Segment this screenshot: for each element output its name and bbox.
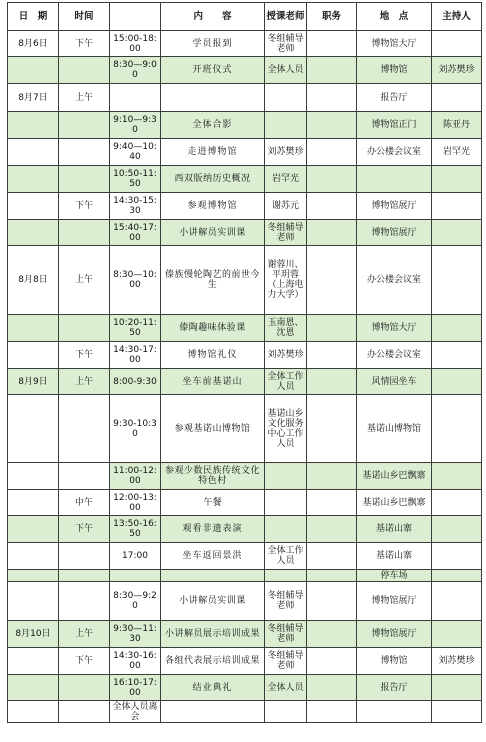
time-slot-cell: 8:30—9:20 — [110, 582, 161, 621]
period-cell: 下午 — [59, 193, 110, 220]
location-cell: 博物馆展厅 — [357, 220, 432, 246]
content-cell: 博物馆礼仪 — [161, 342, 265, 369]
location-cell — [357, 701, 432, 723]
date-cell: 8月7日 — [8, 84, 59, 112]
table-row — [8, 395, 482, 463]
content-cell: 小讲解员实训课 — [161, 582, 265, 621]
period-cell: 上午 — [59, 246, 110, 315]
content-cell: 坐车前基诺山 — [161, 369, 265, 395]
host-cell: 陈亚丹 — [432, 112, 482, 139]
date-cell — [8, 395, 59, 463]
content-cell: 学员报到 — [161, 31, 265, 57]
content-cell: 小讲解员展示培训成果 — [161, 621, 265, 648]
teacher-cell: 刘苏樊珍 — [265, 139, 307, 166]
content-cell — [161, 570, 265, 582]
time-slot-cell: 10:50-11:50 — [110, 166, 161, 193]
host-cell: 岩罕光 — [432, 139, 482, 166]
location-cell: 博物馆展厅 — [357, 582, 432, 621]
period-cell — [59, 139, 110, 166]
location-cell: 基诺山寨 — [357, 543, 432, 570]
host-cell — [432, 701, 482, 723]
table-row — [8, 675, 482, 701]
teacher-cell: 冬组辅导老师 — [265, 621, 307, 648]
location-cell: 办公楼会议室 — [357, 139, 432, 166]
content-cell: 参观博物馆 — [161, 193, 265, 220]
table-row — [8, 516, 482, 543]
table-row — [8, 246, 482, 315]
period-cell — [59, 57, 110, 84]
period-cell: 下午 — [59, 31, 110, 57]
table-row — [8, 84, 482, 112]
time-slot-cell: 16:10-17:00 — [110, 675, 161, 701]
date-cell — [8, 193, 59, 220]
header-content: 内 容 — [161, 3, 265, 31]
table-row — [8, 570, 482, 582]
host-cell — [432, 675, 482, 701]
host-cell — [432, 315, 482, 342]
host-cell — [432, 342, 482, 369]
content-cell: 全体合影 — [161, 112, 265, 139]
date-cell — [8, 648, 59, 675]
role-cell — [307, 342, 357, 369]
table-row — [8, 463, 482, 490]
location-cell: 博物馆大厅 — [357, 315, 432, 342]
time-slot-cell: 14:30-17:00 — [110, 342, 161, 369]
table-row — [8, 315, 482, 342]
role-cell — [307, 582, 357, 621]
header-row — [8, 3, 482, 31]
time-slot-cell — [110, 84, 161, 112]
header-host: 主持人 — [432, 3, 482, 31]
content-cell: 坐车返回景洪 — [161, 543, 265, 570]
host-cell — [432, 490, 482, 516]
host-cell — [432, 220, 482, 246]
teacher-cell: 基诺山乡文化服务中心工作人员 — [265, 395, 307, 463]
teacher-cell: 全体工作人员 — [265, 369, 307, 395]
role-cell — [307, 516, 357, 543]
time-slot-cell: 17:00 — [110, 543, 161, 570]
role-cell — [307, 675, 357, 701]
teacher-cell: 冬组辅导老师 — [265, 582, 307, 621]
date-cell — [8, 570, 59, 582]
content-cell: 开班仪式 — [161, 57, 265, 84]
host-cell — [432, 463, 482, 490]
date-cell — [8, 139, 59, 166]
teacher-cell: 全体人员 — [265, 675, 307, 701]
role-cell — [307, 112, 357, 139]
host-cell — [432, 369, 482, 395]
location-cell: 办公楼会议室 — [357, 342, 432, 369]
table-row — [8, 139, 482, 166]
header-location: 地 点 — [357, 3, 432, 31]
content-cell — [161, 701, 265, 723]
teacher-cell: 冬组辅导老师 — [265, 31, 307, 57]
table-row — [8, 543, 482, 570]
content-cell: 走进博物馆 — [161, 139, 265, 166]
date-cell — [8, 112, 59, 139]
role-cell — [307, 621, 357, 648]
host-cell — [432, 582, 482, 621]
teacher-cell: 玉南恩、沈恩 — [265, 315, 307, 342]
table-row — [8, 701, 482, 723]
time-slot-cell: 8:30—10:00 — [110, 246, 161, 315]
location-cell: 报告厅 — [357, 84, 432, 112]
date-cell — [8, 463, 59, 490]
role-cell — [307, 220, 357, 246]
date-cell — [8, 342, 59, 369]
content-cell — [161, 84, 265, 112]
location-cell: 停车场 — [357, 570, 432, 582]
teacher-cell: 全体工作人员 — [265, 543, 307, 570]
date-cell: 8月8日 — [8, 246, 59, 315]
time-slot-cell: 9:40—10:40 — [110, 139, 161, 166]
time-slot-cell: 9:30-10:30 — [110, 395, 161, 463]
role-cell — [307, 31, 357, 57]
period-cell: 中午 — [59, 490, 110, 516]
role-cell — [307, 395, 357, 463]
period-cell: 下午 — [59, 516, 110, 543]
table-row — [8, 648, 482, 675]
role-cell — [307, 463, 357, 490]
table-row — [8, 220, 482, 246]
time-slot-cell: 10:20-11:50 — [110, 315, 161, 342]
date-cell — [8, 315, 59, 342]
date-cell — [8, 516, 59, 543]
location-cell: 博物馆正门 — [357, 112, 432, 139]
period-cell: 下午 — [59, 342, 110, 369]
date-cell: 8月9日 — [8, 369, 59, 395]
period-cell — [59, 570, 110, 582]
content-cell: 午餐 — [161, 490, 265, 516]
date-cell — [8, 701, 59, 723]
content-cell: 参观基诺山博物馆 — [161, 395, 265, 463]
table-row — [8, 369, 482, 395]
time-slot-cell: 8:30—9:00 — [110, 57, 161, 84]
teacher-cell — [265, 570, 307, 582]
time-slot-cell: 9:30—11:30 — [110, 621, 161, 648]
teacher-cell — [265, 490, 307, 516]
teacher-cell — [265, 463, 307, 490]
date-cell — [8, 166, 59, 193]
host-cell — [432, 621, 482, 648]
period-cell — [59, 675, 110, 701]
role-cell — [307, 490, 357, 516]
time-slot-cell: 11:00-12:00 — [110, 463, 161, 490]
location-cell: 博物馆 — [357, 57, 432, 84]
table-row — [8, 490, 482, 516]
host-cell: 刘苏樊珍 — [432, 57, 482, 84]
period-cell: 下午 — [59, 648, 110, 675]
role-cell — [307, 570, 357, 582]
role-cell — [307, 166, 357, 193]
host-cell — [432, 246, 482, 315]
date-cell: 8月6日 — [8, 31, 59, 57]
role-cell — [307, 84, 357, 112]
date-cell: 8月10日 — [8, 621, 59, 648]
role-cell — [307, 246, 357, 315]
period-cell: 上午 — [59, 369, 110, 395]
location-cell: 报告厅 — [357, 675, 432, 701]
role-cell — [307, 139, 357, 166]
table-row — [8, 166, 482, 193]
header-slot — [110, 3, 161, 31]
content-cell: 结业典礼 — [161, 675, 265, 701]
role-cell — [307, 543, 357, 570]
period-cell — [59, 220, 110, 246]
period-cell — [59, 543, 110, 570]
host-cell — [432, 193, 482, 220]
table-row — [8, 582, 482, 621]
teacher-cell — [265, 516, 307, 543]
location-cell: 基诺山乡巴飘寨 — [357, 463, 432, 490]
date-cell — [8, 220, 59, 246]
table-row — [8, 112, 482, 139]
table-row — [8, 621, 482, 648]
period-cell: 上午 — [59, 84, 110, 112]
period-cell — [59, 112, 110, 139]
host-cell — [432, 543, 482, 570]
role-cell — [307, 193, 357, 220]
teacher-cell — [265, 701, 307, 723]
time-slot-cell: 14:30-15:30 — [110, 193, 161, 220]
time-slot-cell: 12:00-13:00 — [110, 490, 161, 516]
schedule-table — [7, 2, 482, 723]
period-cell — [59, 582, 110, 621]
table-row — [8, 193, 482, 220]
table-row — [8, 31, 482, 57]
table-row — [8, 57, 482, 84]
date-cell — [8, 543, 59, 570]
teacher-cell: 冬组辅导老师 — [265, 220, 307, 246]
table-row — [8, 342, 482, 369]
period-cell: 上午 — [59, 621, 110, 648]
role-cell — [307, 57, 357, 84]
time-slot-cell: 全体人员离会 — [110, 701, 161, 723]
time-slot-cell — [110, 570, 161, 582]
location-cell: 博物馆展厅 — [357, 193, 432, 220]
host-cell — [432, 570, 482, 582]
location-cell: 博物馆展厅 — [357, 621, 432, 648]
time-slot-cell: 15:40-17:00 — [110, 220, 161, 246]
host-cell: 刘苏樊珍 — [432, 648, 482, 675]
teacher-cell: 谢蓉川、平玥蓉（上海电力大学） — [265, 246, 307, 315]
role-cell — [307, 701, 357, 723]
date-cell — [8, 57, 59, 84]
location-cell: 基诺山乡巴飘寨 — [357, 490, 432, 516]
time-slot-cell: 14:30-16:00 — [110, 648, 161, 675]
header-role: 职务 — [307, 3, 357, 31]
host-cell — [432, 166, 482, 193]
host-cell — [432, 31, 482, 57]
teacher-cell: 全体人员 — [265, 57, 307, 84]
content-cell: 观看非遗表演 — [161, 516, 265, 543]
teacher-cell: 谢苏元 — [265, 193, 307, 220]
location-cell: 办公楼会议室 — [357, 246, 432, 315]
role-cell — [307, 315, 357, 342]
content-cell: 参观少数民族传统文化特色村 — [161, 463, 265, 490]
role-cell — [307, 369, 357, 395]
time-slot-cell: 9:10—9:30 — [110, 112, 161, 139]
period-cell — [59, 166, 110, 193]
time-slot-cell: 13:50-16:50 — [110, 516, 161, 543]
teacher-cell: 冬组辅导老师 — [265, 648, 307, 675]
host-cell — [432, 516, 482, 543]
date-cell — [8, 490, 59, 516]
period-cell — [59, 315, 110, 342]
date-cell — [8, 582, 59, 621]
location-cell: 博物馆 — [357, 648, 432, 675]
teacher-cell — [265, 112, 307, 139]
teacher-cell: 岩罕光 — [265, 166, 307, 193]
host-cell — [432, 84, 482, 112]
content-cell: 傣族慢轮陶艺的前世今生 — [161, 246, 265, 315]
location-cell: 风情园坐车 — [357, 369, 432, 395]
period-cell — [59, 701, 110, 723]
host-cell — [432, 395, 482, 463]
location-cell: 博物馆大厅 — [357, 31, 432, 57]
content-cell: 各组代表展示培训成果 — [161, 648, 265, 675]
header-teacher: 授课老师 — [265, 3, 307, 31]
time-slot-cell: 15:00-18:00 — [110, 31, 161, 57]
location-cell — [357, 166, 432, 193]
date-cell — [8, 675, 59, 701]
location-cell: 基诺山博物馆 — [357, 395, 432, 463]
role-cell — [307, 648, 357, 675]
teacher-cell — [265, 84, 307, 112]
header-time: 时间 — [59, 3, 110, 31]
time-slot-cell: 8:00-9:30 — [110, 369, 161, 395]
content-cell: 小讲解员实训课 — [161, 220, 265, 246]
period-cell — [59, 395, 110, 463]
location-cell: 基诺山寨 — [357, 516, 432, 543]
content-cell: 西双版纳历史概况 — [161, 166, 265, 193]
teacher-cell: 刘苏樊珍 — [265, 342, 307, 369]
header-date: 日 期 — [8, 3, 59, 31]
period-cell — [59, 463, 110, 490]
content-cell: 傣陶趣味体验课 — [161, 315, 265, 342]
